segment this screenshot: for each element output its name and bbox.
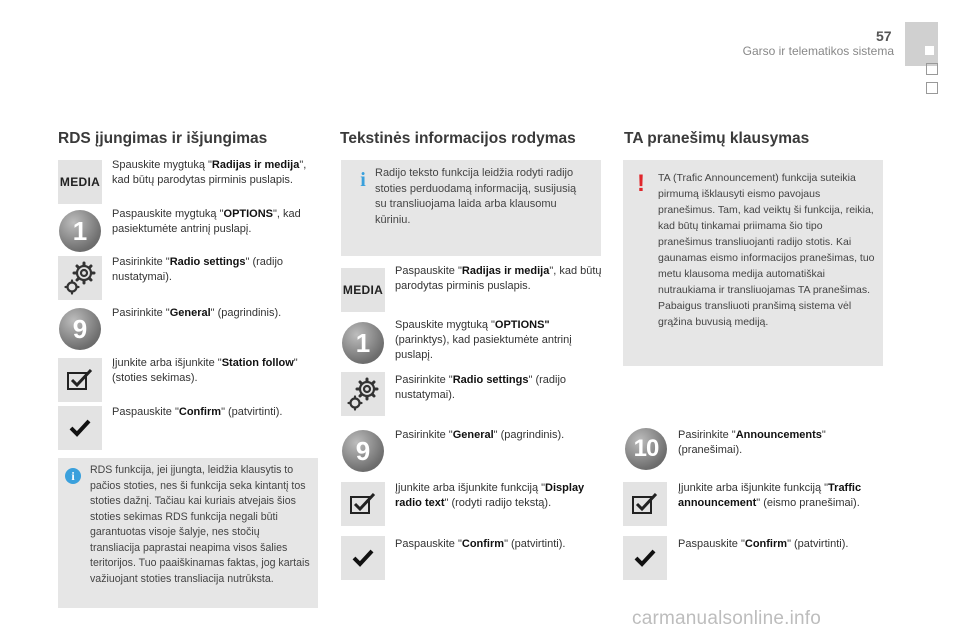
check-icon [634,549,656,567]
media-label: MEDIA [59,175,101,189]
rds-step-confirm: Paspauskite "Confirm" (patvirtinti). [112,406,283,418]
text-step-general: Pasirinkite "General" (pagrindinis). [395,429,565,441]
confirm-check-icon [623,536,667,580]
gears-icon [343,374,383,414]
ta-step-traffic-announcement: Įjunkite arba išjunkite funkciją "Traffic announcement" (eismo pranešimai). [678,482,862,509]
header-title: Garso ir telematikos sistema [742,44,894,58]
step-9-number: 9 [72,313,88,344]
media-button-icon [341,268,385,312]
text-step-confirm: Paspauskite "Confirm" (patvirtinti). [395,538,566,550]
media-button-icon [58,160,102,204]
step-1-number: 1 [72,215,88,246]
step-9-number: 9 [355,435,371,466]
step-1-icon [342,322,384,364]
rds-info-box [58,458,318,608]
rds-step-station-follow: Įjunkite arba išjunkite "Station follow" (stoties sekimas). [112,357,298,384]
text-step-press-radio: Paspauskite "Radijas ir medija", kad būtų parodytas pirminis puslapis. [395,265,602,292]
step-9-icon [59,308,101,350]
step-10-number: 10 [633,435,659,462]
rds-step-radio-settings: Pasirinkite "Radio settings" (radijo nustatymai). [112,256,284,283]
rds-info-text: RDS funkcija, jei įjungta, leidžia klausytis to pačios stoties, nes ši funkcija seka kintantį tos stoties dažnį. Tačiau kai kuriais atvejais šios stoties sekimas RDS funkcija negali būti garantuotas visoje šalyje, nes stočių transliacija paprastai neapima visos šalies teritorijos. Tuo paaiškinamas faktas, jog kartais važiuojant stoties transliacija nutrūksta. [90,464,310,585]
checkbox-check-icon [350,493,376,515]
checkbox-icon [58,358,102,402]
radio-text-info-box [341,160,601,256]
side-tab-active [905,22,938,66]
confirm-check-icon [58,406,102,450]
info-icon: i [65,468,81,484]
gears-icon [60,258,100,298]
section-title-text-info: Tekstinės informacijos rodymas [340,130,576,147]
watermark: carmanualsonline.info [632,608,822,629]
text-step-display-radio-text: Įjunkite arba išjunkite funkciją "Display radio text" (rodyti radijo tekstą). [395,482,585,509]
warning-icon: ! [637,170,645,197]
checkbox-check-icon [632,493,658,515]
check-icon [69,419,91,437]
step-1-number: 1 [355,327,371,358]
ta-warning-text: TA (Trafic Announcement) funkcija suteikia pirmumą išklausyti eismo pavojaus pranešimus. Tam, kad veiktų ši funkcija, reikia, kad būtų tinkamai priimama šio tipo pranešimus transliuojanti radijo stotis. Kai gaunamas eismo informacijos pranešimas, tuo metu klausoma medija automatiškai nutraukiama ir transliuojamas TA pranešimas. Pabaigus transliuoti pranšimą sistema vėl grąžina buvusią mediją. [658,172,875,328]
text-step-options: Spauskite mygtuką "OPTIONS" (parinktys), kad pasiektumėte antrinį puslapį. [395,319,572,361]
settings-gear-icon [341,372,385,416]
rds-step-options: Paspauskite mygtuką "OPTIONS", kad pasiektumėte antrinį puslapį. [112,208,301,235]
side-tab-marker [925,46,934,55]
confirm-check-icon [341,536,385,580]
check-icon [352,549,374,567]
text-step-radio-settings: Pasirinkite "Radio settings" (radijo nustatymai). [395,374,567,401]
section-title-rds: RDS įjungimas ir išjungimas [58,130,268,147]
info-icon: i [360,168,366,191]
checkbox-icon [341,482,385,526]
media-label: MEDIA [342,283,384,297]
checkbox-icon [623,482,667,526]
step-9-icon [342,430,384,472]
side-tab-outline-2 [926,82,938,94]
settings-gear-icon [58,256,102,300]
rds-step-general: Pasirinkite "General" (pagrindinis). [112,307,282,319]
rds-step-press-radio: Spauskite mygtuką "Radijas ir medija", kad būtų parodytas pirminis puslapis. [112,159,307,186]
section-title-ta: TA pranešimų klausymas [624,130,810,147]
ta-warning-box [623,160,883,366]
page-number: 57 [876,28,892,44]
step-1-icon [59,210,101,252]
ta-step-confirm: Paspauskite "Confirm" (patvirtinti). [678,538,849,550]
step-10-icon [625,428,667,470]
ta-step-announcements: Pasirinkite "Announcements" (pranešimai). [678,429,826,456]
side-tab-outline-1 [926,63,938,75]
radio-text-info: Radijo teksto funkcija leidžia rodyti radijo stoties perduodamą informaciją, susijusią su transliuojama laida arba klausomu kūriniu. [375,167,577,226]
checkbox-check-icon [67,369,93,391]
